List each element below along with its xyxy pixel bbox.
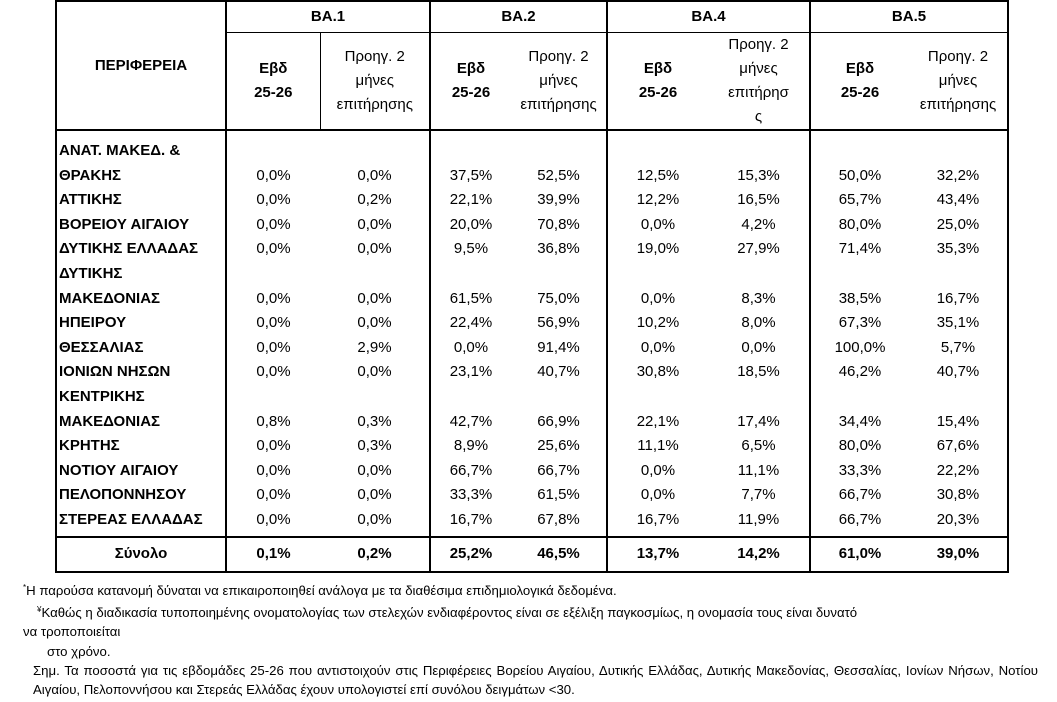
value-cell: 0,0% (226, 336, 320, 361)
value-cell: 0,0% (226, 508, 320, 537)
value-cell: 25,6% (537, 437, 580, 455)
value-cell: 20,0% (430, 213, 511, 238)
ba2-week-header: Εβδ 25-26 (430, 33, 511, 131)
value-cell: 22,1% (607, 385, 708, 434)
table-body (56, 130, 1008, 537)
value-cell: 0,0% (226, 459, 320, 484)
value-cell: 11,1% (607, 434, 708, 459)
value-cell: 0,3% (357, 437, 392, 455)
value-cell: 0,0% (226, 311, 320, 336)
footnote-2-cont: να τροποποιείται (23, 624, 121, 640)
table-row (56, 360, 1008, 385)
value-cell: 4,2% (741, 215, 776, 233)
value-cell: 8,3% (741, 289, 776, 307)
value-cell: 66,7% (430, 459, 511, 484)
total-row (56, 537, 1008, 572)
value-cell: 43,4% (909, 188, 1008, 213)
value-cell: 80,0% (810, 213, 909, 238)
total-value: 46,5% (511, 537, 607, 572)
ba5-prev-header: Προηγ. 2 μήνες επιτήρησης (909, 33, 1008, 131)
value-cell: 0,0% (357, 166, 392, 184)
value-cell: 67,6% (909, 434, 1008, 459)
region-name: ΑΤΤΙΚΗΣ (56, 188, 226, 213)
value-cell: 8,9% (430, 434, 511, 459)
value-cell: 7,7% (741, 486, 776, 504)
value-cell: 71,4% (810, 237, 909, 262)
footnote-2-text: Καθώς η διαδικασία τυποποιημένης ονοματολογίας των στελεχών ενδιαφέροντος είναι σε εξέλιξη παγκοσμίως, η ονομασία τους είναι δυνατό (41, 605, 858, 621)
value-cell: 36,8% (537, 240, 580, 258)
value-cell: 66,7% (810, 508, 909, 537)
value-cell: 0,0% (607, 213, 708, 238)
variants-by-region-table (55, 0, 1009, 573)
value-cell: 50,0% (810, 130, 909, 188)
value-cell: 0,3% (357, 412, 392, 430)
group-header-ba2: ΒΑ.2 (430, 1, 607, 33)
value-cell: 66,7% (537, 461, 580, 479)
table-row (56, 336, 1008, 361)
value-cell: 0,0% (607, 336, 708, 361)
value-cell: 91,4% (537, 338, 580, 356)
variants-table-container (55, 0, 1007, 573)
value-cell: 35,3% (909, 237, 1008, 262)
value-cell: 18,5% (737, 363, 780, 381)
value-cell: 0,2% (357, 191, 392, 209)
value-cell: 17,4% (737, 412, 780, 430)
region-name: ΘΕΣΣΑΛΙΑΣ (56, 336, 226, 361)
value-cell: 11,1% (737, 461, 780, 479)
value-cell: 20,3% (909, 508, 1008, 537)
value-cell: 66,7% (810, 483, 909, 508)
value-cell: 33,3% (810, 459, 909, 484)
region-name: ΣΤΕΡΕΑΣ ΕΛΛΑΔΑΣ (56, 508, 226, 537)
table-row (56, 262, 1008, 311)
footnote-1-mark: * (23, 583, 27, 592)
value-cell: 15,4% (909, 385, 1008, 434)
region-name: ΙΟΝΙΩΝ ΝΗΣΩΝ (56, 360, 226, 385)
region-name: ΚΡΗΤΗΣ (56, 434, 226, 459)
total-value: 61,0% (810, 537, 909, 572)
ba4-prev-header: Προηγ. 2 μήνες επιτήρησ ς (708, 33, 810, 131)
value-cell: 0,8% (226, 385, 320, 434)
value-cell: 0,0% (357, 363, 392, 381)
table-row (56, 130, 1008, 188)
value-cell: 0,0% (607, 483, 708, 508)
value-cell: 0,0% (226, 360, 320, 385)
value-cell: 23,1% (430, 360, 511, 385)
value-cell: 0,0% (226, 237, 320, 262)
footnotes (23, 578, 1038, 699)
value-cell: 46,2% (810, 360, 909, 385)
table-row (56, 213, 1008, 238)
value-cell: 16,7% (607, 508, 708, 537)
region-name: ΚΕΝΤΡΙΚΗΣ ΜΑΚΕΔΟΝΙΑΣ (56, 385, 226, 434)
value-cell: 0,0% (226, 130, 320, 188)
value-cell: 22,1% (430, 188, 511, 213)
footnote-2 (23, 600, 1038, 622)
ba1-week-header: Εβδ 25-26 (226, 33, 320, 131)
value-cell: 40,7% (537, 363, 580, 381)
total-value: 0,2% (320, 537, 430, 572)
ba5-week-header: Εβδ 25-26 (810, 33, 909, 131)
region-name: ΠΕΛΟΠΟΝΝΗΣΟΥ (56, 483, 226, 508)
value-cell: 25,0% (909, 213, 1008, 238)
table-row (56, 385, 1008, 434)
value-cell: 35,1% (909, 311, 1008, 336)
ba1-prev-header: Προηγ. 2 μήνες επιτήρησης (320, 33, 430, 131)
footnote-3: Σημ. Τα ποσοστά για τις εβδομάδες 25-26 που αντιστοιχούν στις Περιφέρειες Βορείου Αιγαίου, Δυτικής Ελλάδας, Δυτικής Μακεδονίας, Θεσσαλίας, Ιονίων Νήσων, Νοτίου Αιγαίου, Πελοποννήσου και Στερεάς Ελλάδας έχουν υπολογιστεί επί συνόλου δειγμάτων <30. (33, 662, 1038, 698)
value-cell: 9,5% (430, 237, 511, 262)
table-row (56, 508, 1008, 537)
value-cell: 0,0% (226, 262, 320, 311)
value-cell: 32,2% (909, 130, 1008, 188)
value-cell: 61,5% (430, 262, 511, 311)
value-cell: 61,5% (537, 486, 580, 504)
value-cell: 0,0% (741, 338, 776, 356)
value-cell: 42,7% (430, 385, 511, 434)
value-cell: 10,2% (607, 311, 708, 336)
value-cell: 0,0% (357, 314, 392, 332)
value-cell: 33,3% (430, 483, 511, 508)
value-cell: 0,0% (607, 262, 708, 311)
value-cell: 11,9% (737, 510, 780, 528)
value-cell: 0,0% (357, 486, 392, 504)
value-cell: 0,0% (357, 289, 392, 307)
table-row (56, 237, 1008, 262)
footnote-1-text: Η παρούσα κατανομή δύναται να επικαιροποιηθεί ανάλογα με τα διαθέσιμα επιδημιολογικά δεδομένα. (26, 583, 617, 598)
value-cell: 34,4% (810, 385, 909, 434)
value-cell: 100,0% (810, 336, 909, 361)
value-cell: 56,9% (537, 314, 580, 332)
value-cell: 0,0% (226, 188, 320, 213)
value-cell: 0,0% (226, 483, 320, 508)
value-cell: 6,5% (741, 437, 776, 455)
table-row (56, 434, 1008, 459)
group-header-ba5: ΒΑ.5 (810, 1, 1008, 33)
table-header (56, 1, 1008, 130)
value-cell: 22,4% (430, 311, 511, 336)
value-cell: 52,5% (537, 166, 580, 184)
total-label: Σύνολο (56, 537, 226, 572)
value-cell: 27,9% (737, 240, 780, 258)
value-cell: 8,0% (741, 314, 776, 332)
footnote-1 (23, 578, 1038, 600)
value-cell: 16,7% (430, 508, 511, 537)
value-cell: 38,5% (810, 262, 909, 311)
total-value: 13,7% (607, 537, 708, 572)
region-name: ΗΠΕΙΡΟΥ (56, 311, 226, 336)
total-value: 25,2% (430, 537, 511, 572)
value-cell: 2,9% (357, 338, 392, 356)
value-cell: 5,7% (909, 336, 1008, 361)
table-row (56, 459, 1008, 484)
value-cell: 0,0% (357, 215, 392, 233)
value-cell: 30,8% (909, 483, 1008, 508)
value-cell: 0,0% (226, 213, 320, 238)
value-cell: 40,7% (909, 360, 1008, 385)
group-header-ba1: ΒΑ.1 (226, 1, 430, 33)
table-row (56, 188, 1008, 213)
value-cell: 75,0% (537, 289, 580, 307)
value-cell: 22,2% (909, 459, 1008, 484)
value-cell: 19,0% (607, 237, 708, 262)
region-name: ΝΟΤΙΟΥ ΑΙΓΑΙΟΥ (56, 459, 226, 484)
total-value: 39,0% (909, 537, 1008, 572)
value-cell: 30,8% (607, 360, 708, 385)
value-cell: 70,8% (537, 215, 580, 233)
region-name: ΑΝΑΤ. ΜΑΚΕΔ. & ΘΡΑΚΗΣ (56, 130, 226, 188)
value-cell: 67,8% (537, 510, 580, 528)
table-row (56, 483, 1008, 508)
value-cell: 12,2% (607, 188, 708, 213)
value-cell: 65,7% (810, 188, 909, 213)
region-name: ΒΟΡΕΙΟΥ ΑΙΓΑΙΟΥ (56, 213, 226, 238)
value-cell: 16,7% (909, 262, 1008, 311)
table-row (56, 311, 1008, 336)
value-cell: 80,0% (810, 434, 909, 459)
value-cell: 67,3% (810, 311, 909, 336)
total-value: 0,1% (226, 537, 320, 572)
ba4-week-header: Εβδ 25-26 (607, 33, 708, 131)
value-cell: 0,0% (357, 240, 392, 258)
region-name: ΔΥΤΙΚΗΣ ΜΑΚΕΔΟΝΙΑΣ (56, 262, 226, 311)
value-cell: 39,9% (537, 191, 580, 209)
value-cell: 12,5% (607, 130, 708, 188)
value-cell: 0,0% (357, 510, 392, 528)
value-cell: 15,3% (737, 166, 780, 184)
value-cell: 66,9% (537, 412, 580, 430)
value-cell: 0,0% (430, 336, 511, 361)
group-header-ba4: ΒΑ.4 (607, 1, 810, 33)
region-column-header: ΠΕΡΙΦΕΡΕΙΑ (56, 1, 226, 130)
value-cell: 16,5% (737, 191, 780, 209)
value-cell: 0,0% (607, 459, 708, 484)
total-value: 14,2% (708, 537, 810, 572)
table-footer (56, 537, 1008, 572)
footnote-2-mark: ¥ (37, 605, 42, 615)
value-cell: 37,5% (430, 130, 511, 188)
ba2-prev-header: Προηγ. 2 μήνες επιτήρησης (511, 33, 607, 131)
value-cell: 0,0% (226, 434, 320, 459)
region-name: ΔΥΤΙΚΗΣ ΕΛΛΑΔΑΣ (56, 237, 226, 262)
value-cell: 0,0% (357, 461, 392, 479)
footnote-2-end: στο χρόνο. (47, 643, 111, 659)
